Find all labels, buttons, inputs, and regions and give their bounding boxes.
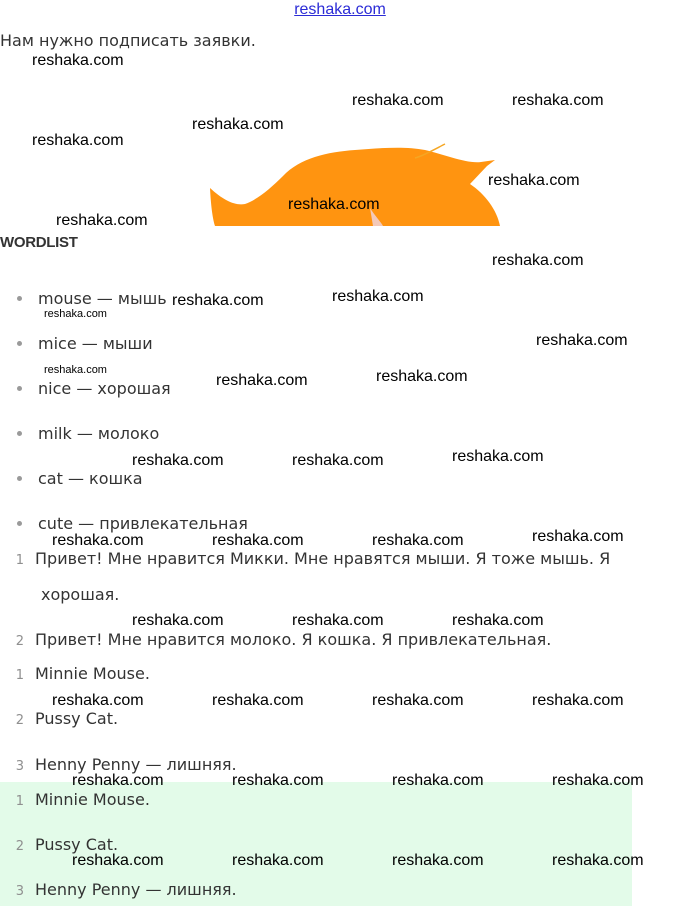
- speech-line: [0, 630, 551, 649]
- watermark: reshaka.com: [292, 612, 384, 629]
- answer-line: [0, 880, 237, 899]
- watermark: reshaka.com: [552, 852, 644, 869]
- label-text: Minnie Mouse.: [35, 664, 150, 683]
- watermark: reshaka.com: [552, 772, 644, 789]
- watermark: reshaka.com: [288, 196, 380, 213]
- bullet-icon: [17, 431, 22, 436]
- watermark: reshaka.com: [72, 852, 164, 869]
- word-item-text: nice — хорошая: [38, 379, 171, 398]
- word-item-text: mice — мыши: [38, 334, 153, 353]
- speech-line-continuation: хорошая.: [41, 585, 120, 604]
- watermark: reshaka.com: [56, 212, 148, 229]
- watermark: reshaka.com: [332, 288, 424, 305]
- watermark: reshaka.com: [292, 452, 384, 469]
- word-item: [17, 514, 248, 533]
- watermark: reshaka.com: [212, 692, 304, 709]
- word-item: [17, 289, 167, 308]
- watermark: reshaka.com: [392, 772, 484, 789]
- watermark: reshaka.com: [372, 532, 464, 549]
- task-text: Нам нужно подписать заявки.: [0, 31, 256, 50]
- watermark: reshaka.com: [172, 292, 264, 309]
- answer-text: Minnie Mouse.: [35, 790, 150, 809]
- line-number: 2: [15, 634, 24, 649]
- word-item-text: milk — молоко: [38, 424, 160, 443]
- watermark: reshaka.com: [232, 852, 324, 869]
- answer-line: [0, 790, 150, 809]
- answer-text: Henny Penny — лишняя.: [35, 880, 237, 899]
- watermark: reshaka.com: [488, 172, 580, 189]
- watermark: reshaka.com: [72, 772, 164, 789]
- word-item: [17, 469, 143, 488]
- word-item-text: mouse — мышь: [38, 289, 167, 308]
- wordlist-heading: WORDLIST: [0, 234, 78, 251]
- speech-text: Привет! Мне нравится Микки. Мне нравятся мыши. Я тоже мышь. Я: [35, 549, 611, 568]
- watermark: reshaka.com: [376, 368, 468, 385]
- site-link[interactable]: reshaka.com: [294, 1, 386, 18]
- watermark: reshaka.com: [132, 612, 224, 629]
- watermark: reshaka.com: [52, 532, 144, 549]
- word-item-text: cat — кошка: [38, 469, 143, 488]
- label-line: [0, 709, 118, 728]
- label-text: Pussy Cat.: [35, 709, 119, 728]
- word-item: [17, 379, 171, 398]
- watermark: reshaka.com: [532, 692, 624, 709]
- watermark: reshaka.com: [392, 852, 484, 869]
- speech-line: [0, 549, 610, 568]
- line-number: 1: [15, 794, 24, 809]
- watermark: reshaka.com: [216, 372, 308, 389]
- watermark: reshaka.com: [512, 92, 604, 109]
- line-number: 1: [15, 668, 24, 683]
- watermark: reshaka.com: [192, 116, 284, 133]
- line-number: 2: [15, 713, 24, 728]
- bullet-icon: [17, 521, 22, 526]
- watermark: reshaka.com: [372, 692, 464, 709]
- bullet-icon: [17, 476, 22, 481]
- line-number: 3: [15, 884, 24, 899]
- line-number: 1: [15, 553, 24, 568]
- label-line: [0, 664, 150, 683]
- word-item: [17, 334, 153, 353]
- word-item: [17, 424, 159, 443]
- watermark: reshaka.com: [492, 252, 584, 269]
- watermark: reshaka.com: [532, 528, 624, 545]
- watermark: reshaka.com: [452, 612, 544, 629]
- watermark: reshaka.com: [212, 532, 304, 549]
- answer-text: Pussy Cat.: [35, 835, 119, 854]
- line-number: 2: [15, 839, 24, 854]
- watermark: reshaka.com: [32, 132, 124, 149]
- speech-text: Привет! Мне нравится молоко. Я кошка. Я привлекательная.: [35, 630, 552, 649]
- label-text: Henny Penny — лишняя.: [35, 755, 237, 774]
- bullet-icon: [17, 386, 22, 391]
- watermark: reshaka.com: [44, 364, 107, 376]
- bullet-icon: [17, 296, 22, 301]
- watermark: reshaka.com: [536, 332, 628, 349]
- watermark: reshaka.com: [232, 772, 324, 789]
- watermark: reshaka.com: [44, 308, 107, 320]
- watermark: reshaka.com: [52, 692, 144, 709]
- watermark: reshaka.com: [132, 452, 224, 469]
- watermark: reshaka.com: [32, 52, 124, 69]
- watermark: reshaka.com: [452, 448, 544, 465]
- line-number: 3: [15, 759, 24, 774]
- word-item-text: cute — привлекательная: [38, 514, 248, 533]
- watermark: reshaka.com: [352, 92, 444, 109]
- bullet-icon: [17, 341, 22, 346]
